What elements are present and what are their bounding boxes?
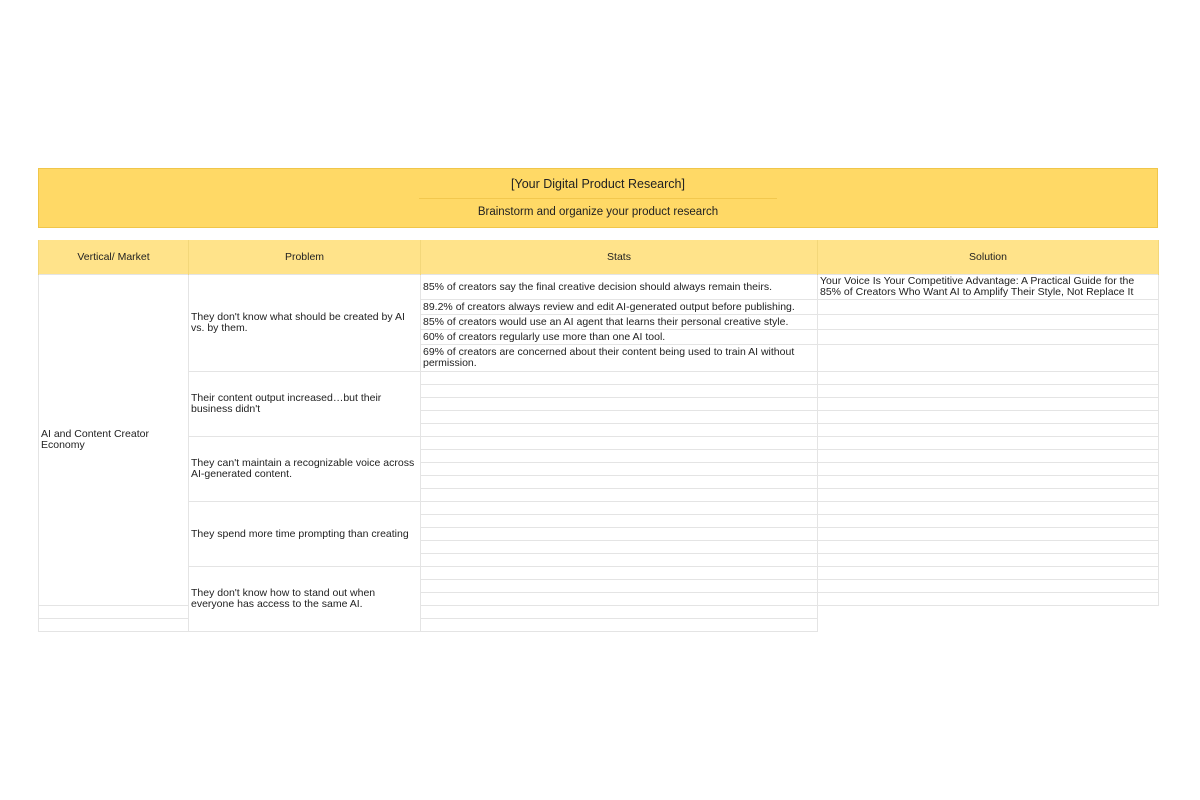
solution-cell[interactable] <box>818 330 1159 345</box>
stat-cell[interactable] <box>421 489 818 502</box>
solution-cell[interactable] <box>818 476 1159 489</box>
stat-cell[interactable] <box>39 606 189 619</box>
solution-cell[interactable] <box>818 541 1159 554</box>
column-header-market[interactable]: Vertical/ Market <box>39 240 189 275</box>
stat-cell[interactable] <box>421 554 818 567</box>
problem-cell[interactable]: They don't know what should be created by AI vs. by them. <box>189 275 421 372</box>
sheet-title[interactable]: [Your Digital Product Research] <box>511 177 685 191</box>
column-header-stats[interactable]: Stats <box>421 240 818 275</box>
stat-cell[interactable] <box>421 411 818 424</box>
solution-cell[interactable] <box>818 489 1159 502</box>
stat-cell[interactable] <box>421 437 818 450</box>
solution-cell[interactable] <box>818 463 1159 476</box>
solution-cell[interactable] <box>818 593 1159 606</box>
solution-cell[interactable] <box>818 385 1159 398</box>
research-table <box>38 240 1159 632</box>
stat-cell[interactable] <box>421 476 818 489</box>
table-row <box>39 372 1159 385</box>
stat-cell[interactable] <box>421 593 818 606</box>
stat-cell[interactable]: 69% of creators are concerned about their content being used to train AI without permission. <box>421 345 818 372</box>
stat-cell[interactable] <box>421 580 818 593</box>
solution-cell[interactable] <box>818 345 1159 372</box>
solution-cell[interactable] <box>818 515 1159 528</box>
spacer-row <box>38 228 1158 240</box>
sheet-subtitle[interactable]: Brainstorm and organize your product research <box>477 206 719 218</box>
stat-cell[interactable] <box>421 424 818 437</box>
stat-cell[interactable] <box>39 619 189 632</box>
column-header-problem[interactable]: Problem <box>189 240 421 275</box>
solution-cell[interactable] <box>818 580 1159 593</box>
solution-cell[interactable] <box>818 411 1159 424</box>
stat-cell[interactable] <box>421 567 818 580</box>
column-header-solution[interactable]: Solution <box>818 240 1159 275</box>
solution-cell[interactable] <box>818 502 1159 515</box>
header-banner <box>38 168 1158 228</box>
solution-cell[interactable] <box>818 450 1159 463</box>
solution-cell[interactable] <box>818 554 1159 567</box>
stat-cell[interactable]: 85% of creators would use an AI agent that learns their personal creative style. <box>421 315 818 330</box>
research-sheet <box>38 168 1158 632</box>
solution-cell[interactable] <box>421 606 818 619</box>
problem-cell[interactable]: Their content output increased…but their business didn't <box>189 372 421 437</box>
solution-cell[interactable] <box>818 567 1159 580</box>
stat-cell[interactable] <box>421 515 818 528</box>
market-cell[interactable]: AI and Content Creator Economy <box>39 275 189 606</box>
problem-cell[interactable]: They spend more time prompting than creating <box>189 502 421 567</box>
solution-cell[interactable] <box>818 398 1159 411</box>
header-row <box>39 240 1159 275</box>
stat-cell[interactable] <box>421 541 818 554</box>
stat-cell[interactable] <box>421 502 818 515</box>
solution-cell[interactable] <box>818 315 1159 330</box>
stat-cell[interactable]: 60% of creators regularly use more than one AI tool. <box>421 330 818 345</box>
stat-cell[interactable]: 89.2% of creators always review and edit AI-generated output before publishing. <box>421 300 818 315</box>
solution-cell[interactable] <box>818 528 1159 541</box>
problem-cell[interactable]: They can't maintain a recognizable voice across AI-generated content. <box>189 437 421 502</box>
solution-cell[interactable]: Your Voice Is Your Competitive Advantage: A Practical Guide for the 85% of Creators Who Want AI to Amplify Their Style, Not Replace It <box>818 275 1159 300</box>
banner-divider <box>419 198 777 199</box>
stat-cell[interactable] <box>421 372 818 385</box>
solution-cell[interactable] <box>818 437 1159 450</box>
table-row <box>39 502 1159 515</box>
stat-cell[interactable] <box>421 385 818 398</box>
stat-cell[interactable] <box>421 398 818 411</box>
stat-cell[interactable] <box>421 463 818 476</box>
solution-cell[interactable] <box>421 619 818 632</box>
table-row <box>39 567 1159 580</box>
stat-cell[interactable] <box>421 450 818 463</box>
stat-cell[interactable]: 85% of creators say the final creative decision should always remain theirs. <box>421 275 818 300</box>
table-row <box>39 437 1159 450</box>
solution-cell[interactable] <box>818 424 1159 437</box>
problem-cell[interactable]: They don't know how to stand out when everyone has access to the same AI. <box>189 567 421 632</box>
stat-cell[interactable] <box>421 528 818 541</box>
solution-cell[interactable] <box>818 372 1159 385</box>
solution-cell[interactable] <box>818 300 1159 315</box>
table-row <box>39 275 1159 300</box>
